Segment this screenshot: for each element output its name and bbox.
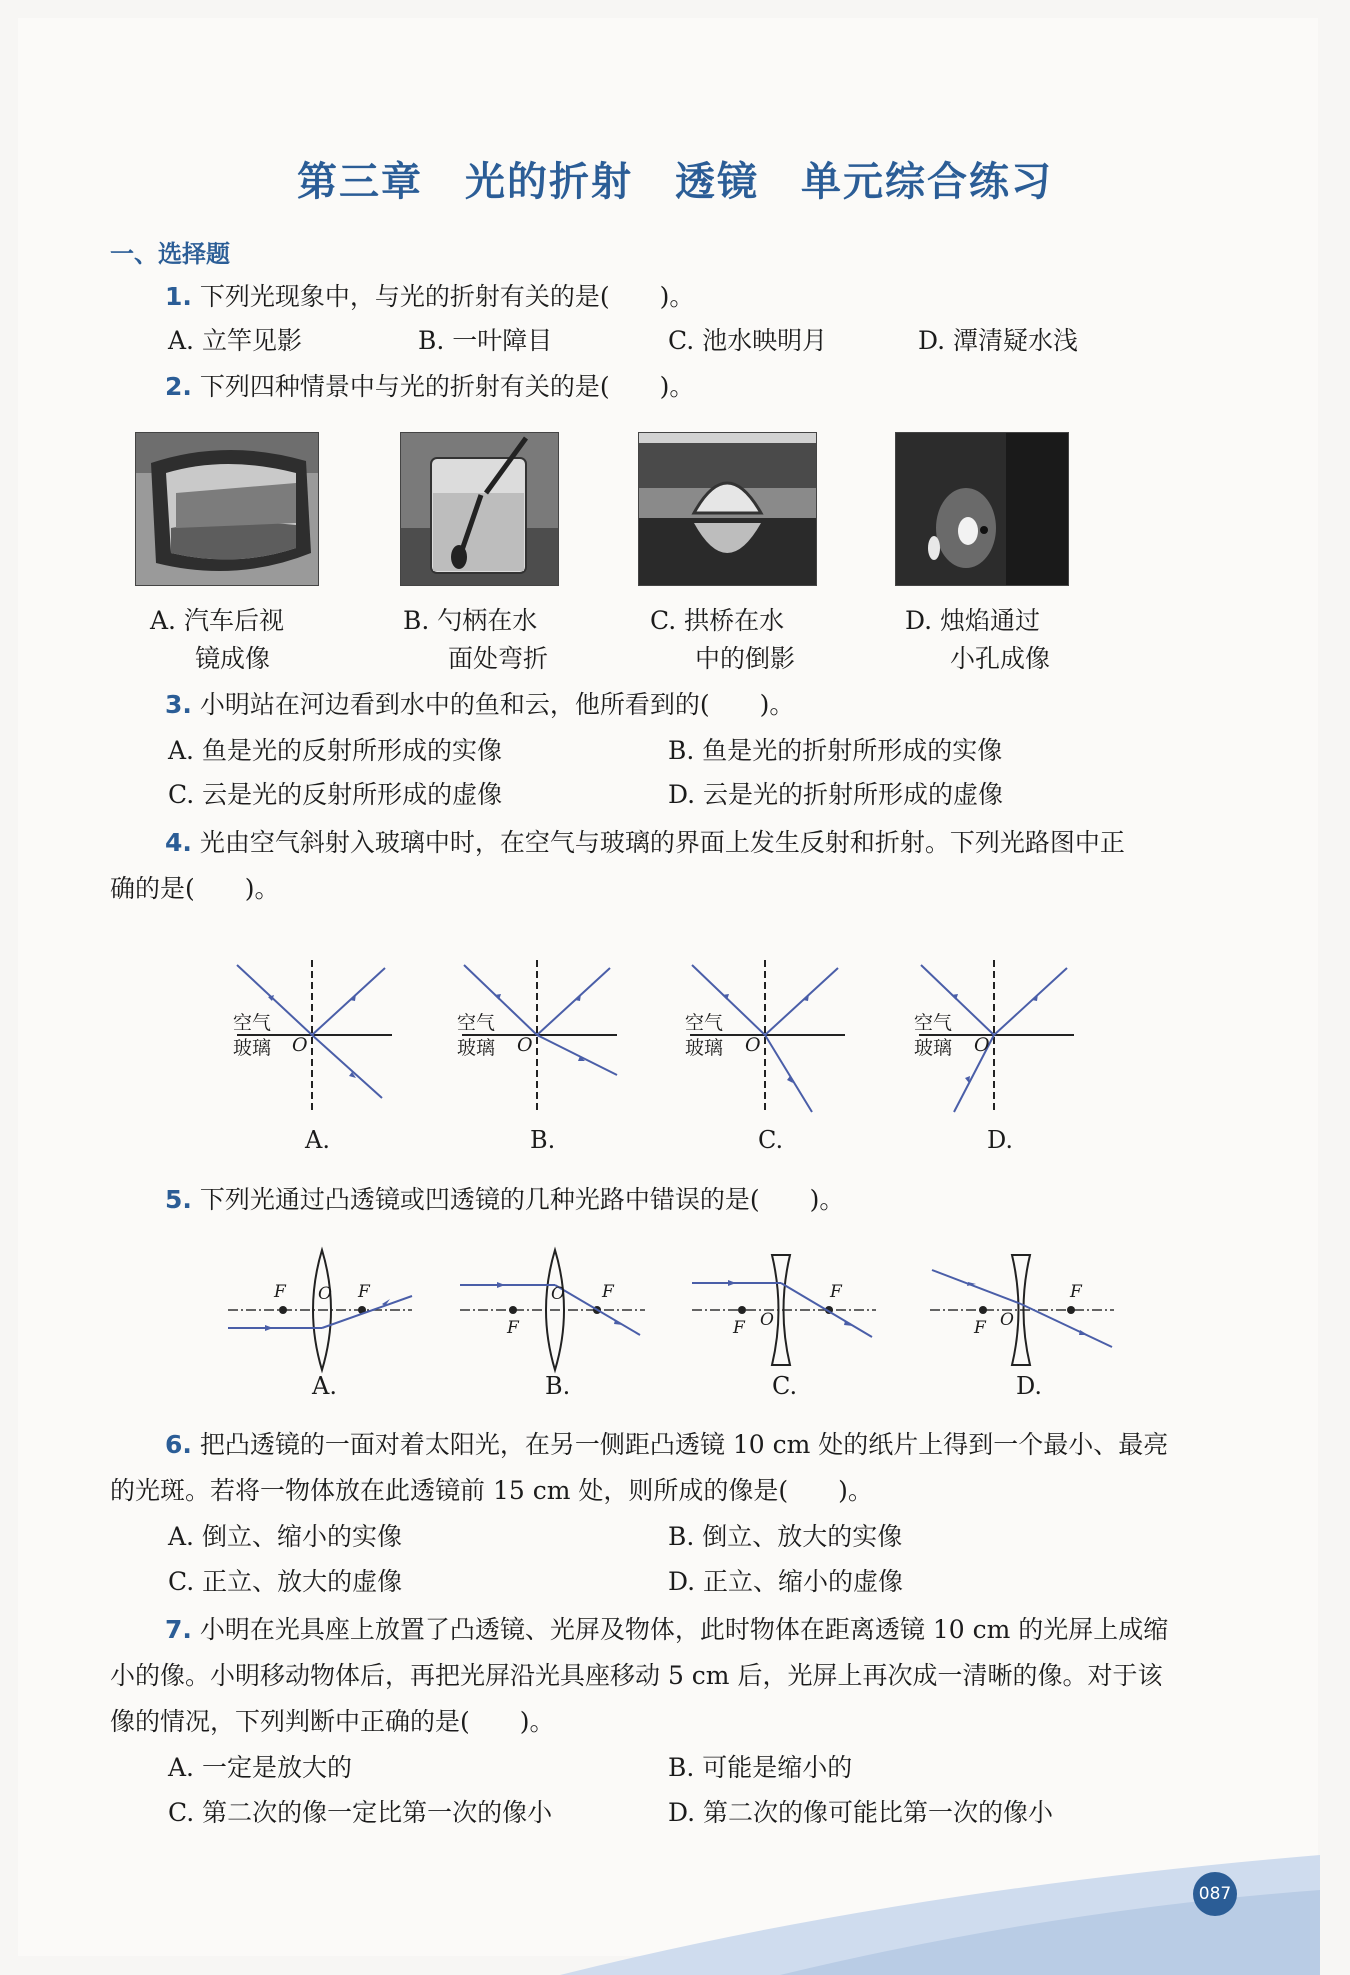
page-number: 087 — [1193, 1872, 1237, 1916]
q3-option-c: C. 云是光的反射所形成的虚像 — [168, 780, 503, 809]
question-text: 小明站在河边看到水中的鱼和云，他所看到的( )。 — [199, 690, 795, 719]
question-number: 7. — [165, 1615, 192, 1644]
q7-option-c: C. 第二次的像一定比第一次的像小 — [168, 1798, 553, 1827]
q7-option-d: D. 第二次的像可能比第一次的像小 — [668, 1798, 1054, 1827]
q6-option-a: A. 倒立、缩小的实像 — [168, 1522, 402, 1551]
question-7-line-3: 像的情况，下列判断中正确的是( )。 — [110, 1707, 555, 1736]
question-number: 5. — [165, 1185, 192, 1214]
label-point-o: O — [974, 1034, 990, 1056]
label-point-o: O — [517, 1034, 533, 1056]
label-air: 空气 — [457, 1012, 496, 1034]
question-text: 下列四种情景中与光的折射有关的是( )。 — [199, 372, 695, 401]
q1-option-c: C. 池水映明月 — [668, 326, 828, 355]
question-4-line-2: 确的是( )。 — [110, 874, 280, 903]
label-focus: F — [358, 1282, 370, 1302]
label-focus: F — [733, 1318, 745, 1338]
q5-option-c: C. — [772, 1372, 798, 1400]
label-point-o: O — [551, 1284, 565, 1304]
question-7-line-2: 小的像。小明移动物体后，再把光屏沿光具座移动 5 cm 后，光屏上再次成一清晰的像。对于该 — [110, 1661, 1163, 1690]
section-heading: 一、选择题 — [110, 240, 230, 268]
label-air: 空气 — [233, 1012, 272, 1034]
q7-option-b: B. 可能是缩小的 — [668, 1753, 853, 1782]
q4-option-b: B. — [530, 1126, 556, 1154]
q1-option-b: B. 一叶障目 — [418, 326, 553, 355]
question-6 — [165, 1430, 1168, 1460]
q2-option-d: D. 烛焰通过 小孔成像 — [905, 606, 1051, 673]
question-text: 下列光通过凸透镜或凹透镜的几种光路中错误的是( )。 — [199, 1185, 845, 1214]
label-glass: 玻璃 — [914, 1037, 953, 1059]
question-number: 6. — [165, 1430, 192, 1459]
question-number: 3. — [165, 690, 192, 719]
question-5 — [165, 1185, 844, 1215]
q3-option-d: D. 云是光的折射所形成的虚像 — [668, 780, 1004, 809]
label-point-o: O — [318, 1284, 332, 1304]
label-glass: 玻璃 — [457, 1037, 496, 1059]
label-glass: 玻璃 — [233, 1037, 272, 1059]
label-point-o: O — [292, 1034, 308, 1056]
question-number: 1. — [165, 282, 192, 311]
q6-option-d: D. 正立、缩小的虚像 — [668, 1567, 904, 1596]
question-text: 把凸透镜的一面对着太阳光，在另一侧距凸透镜 10 cm 处的纸片上得到一个最小、最亮 — [199, 1430, 1169, 1459]
q1-option-d: D. 潭清疑水浅 — [918, 326, 1079, 355]
label-point-o: O — [760, 1310, 774, 1330]
question-7 — [165, 1615, 1168, 1645]
label-focus: F — [274, 1282, 286, 1302]
q3-option-a: A. 鱼是光的反射所形成的实像 — [168, 736, 502, 765]
q2-option-a: A. 汽车后视 镜成像 — [150, 606, 284, 673]
q5-option-a: A. — [312, 1372, 337, 1400]
q6-option-c: C. 正立、放大的虚像 — [168, 1567, 403, 1596]
q3-option-b: B. 鱼是光的折射所形成的实像 — [668, 736, 1003, 765]
q5-option-b: B. — [545, 1372, 571, 1400]
label-focus: F — [1070, 1282, 1082, 1302]
q6-option-b: B. 倒立、放大的实像 — [668, 1522, 903, 1551]
q2-option-c: C. 拱桥在水 中的倒影 — [650, 606, 796, 673]
q4-option-a: A. — [305, 1126, 330, 1154]
q4-option-c: C. — [758, 1126, 784, 1154]
q4-option-d: D. — [987, 1126, 1014, 1154]
page-title: 第三章 光的折射 透镜 单元综合练习 — [297, 159, 1053, 205]
label-air: 空气 — [685, 1012, 724, 1034]
label-focus: F — [830, 1282, 842, 1302]
question-text: 小明在光具座上放置了凸透镜、光屏及物体，此时物体在距离透镜 10 cm 的光屏上成缩 — [199, 1615, 1169, 1644]
question-text: 下列光现象中，与光的折射有关的是( )。 — [199, 282, 695, 311]
lens-diagram-d — [930, 1255, 1114, 1365]
lens-diagram-a — [228, 1250, 412, 1370]
label-point-o: O — [745, 1034, 761, 1056]
question-text: 光由空气斜射入玻璃中时，在空气与玻璃的界面上发生反射和折射。下列光路图中正 — [199, 828, 1125, 857]
q7-option-a: A. 一定是放大的 — [168, 1753, 352, 1782]
label-focus: F — [507, 1318, 519, 1338]
question-6-line-2: 的光斑。若将一物体放在此透镜前 15 cm 处，则所成的像是( )。 — [110, 1476, 873, 1505]
label-focus: F — [602, 1282, 614, 1302]
question-number: 4. — [165, 828, 192, 857]
question-number: 2. — [165, 372, 192, 401]
q2-option-b: B. 勺柄在水 面处弯折 — [403, 606, 549, 673]
q1-option-a: A. 立竿见影 — [168, 326, 302, 355]
label-air: 空气 — [914, 1012, 953, 1034]
q5-option-d: D. — [1016, 1372, 1043, 1400]
label-glass: 玻璃 — [685, 1037, 724, 1059]
lens-diagram-b — [460, 1250, 645, 1370]
footer-band — [0, 1850, 1350, 1975]
lens-diagram-c — [692, 1255, 876, 1365]
label-point-o: O — [1000, 1310, 1014, 1330]
label-focus: F — [974, 1318, 986, 1338]
